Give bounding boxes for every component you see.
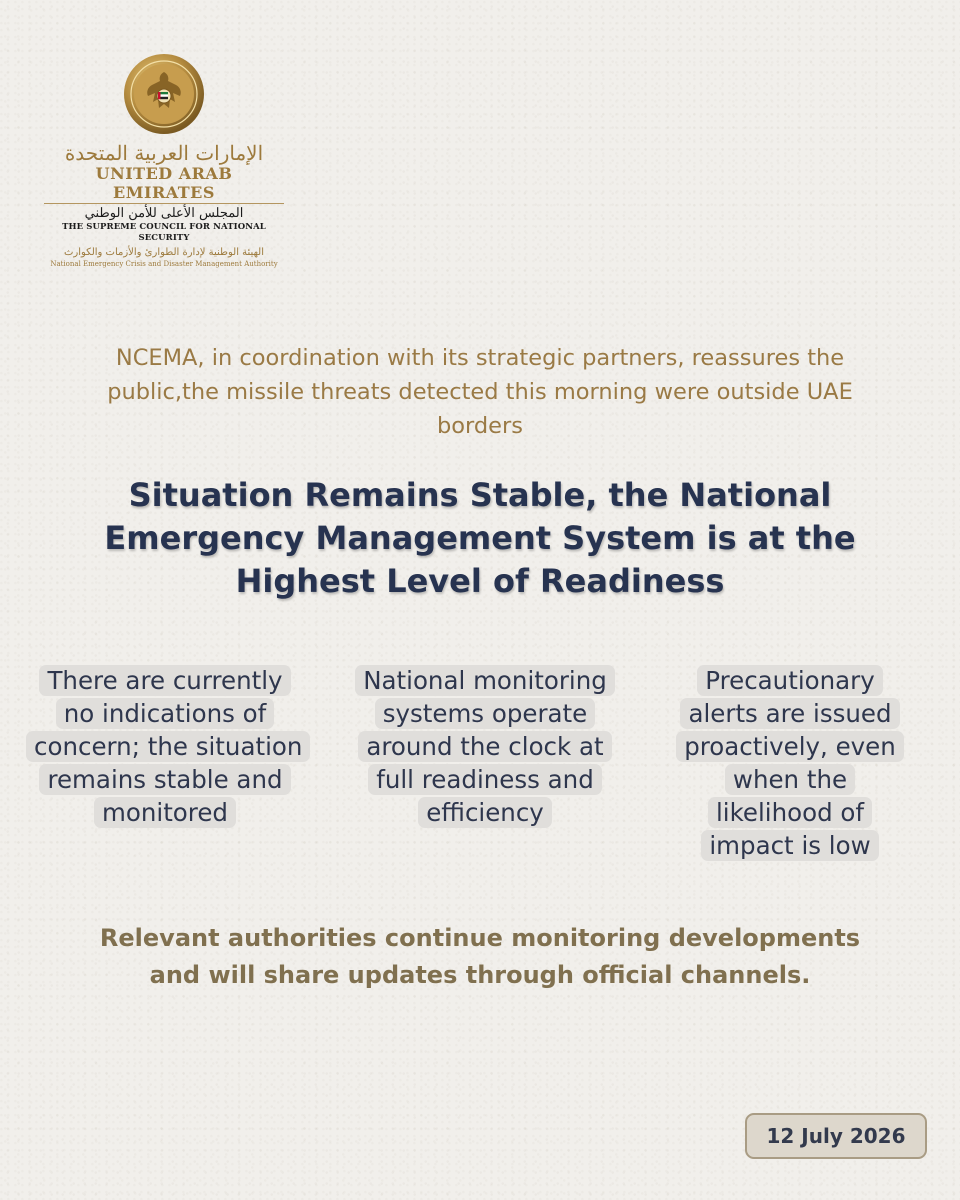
key-point-3 <box>668 664 912 862</box>
date-badge: 12 July 2026 <box>745 1113 927 1159</box>
key-point-2-text: National monitoring systems operate around the clock at full readiness and efficiency <box>355 665 615 828</box>
authority-logo <box>44 52 284 269</box>
headline: Situation Remains Stable, the National Emergency Management System is at the Highest Level of Readiness <box>104 476 856 600</box>
logo-country-name: UNITED ARAB EMIRATES <box>44 164 284 204</box>
key-point-2 <box>350 664 620 829</box>
key-point-3-text: Precautionary alerts are issued proactively, even when the likelihood of impact is low <box>676 665 904 861</box>
uae-emblem-icon <box>122 52 206 136</box>
logo-arabic-name: الإمارات العربية المتحدة <box>64 141 264 165</box>
closing-statement: Relevant authorities continue monitoring developments and will share updates through official channels. <box>99 924 861 989</box>
logo-council-arabic: المجلس الأعلى للأمن الوطني <box>84 206 244 221</box>
intro-statement: NCEMA, in coordination with its strategic partners, reassures the public,the missile threats detected this morning were outside UAE borders <box>107 345 853 439</box>
logo-council-name: THE SUPREME COUNCIL FOR NATIONAL SECURITY <box>62 222 266 243</box>
key-point-1 <box>26 664 304 829</box>
key-point-1-text: There are currently no indications of concern; the situation remains stable and monitored <box>26 665 310 828</box>
logo-authority-name: National Emergency Crisis and Disaster Management Authority <box>50 260 278 268</box>
logo-authority-arabic: الهيئة الوطنية لإدارة الطوارئ والأزمات والكوارث <box>63 247 265 258</box>
